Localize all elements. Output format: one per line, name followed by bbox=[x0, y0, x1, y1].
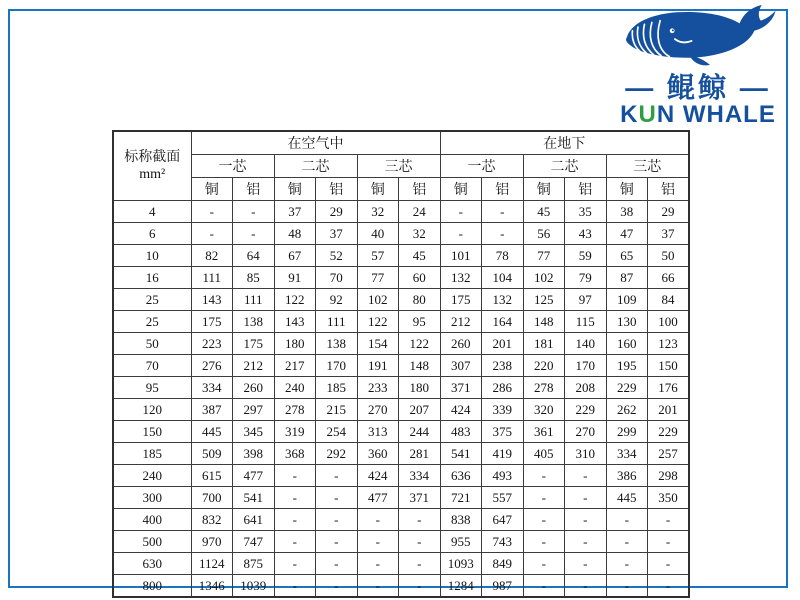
value-cell: 647 bbox=[482, 509, 524, 531]
table-row bbox=[113, 267, 689, 289]
value-cell: 123 bbox=[648, 333, 690, 355]
value-cell: 270 bbox=[357, 399, 399, 421]
value-cell: - bbox=[399, 509, 441, 531]
value-cell: 38 bbox=[606, 201, 648, 223]
value-cell: 557 bbox=[482, 487, 524, 509]
value-cell: 122 bbox=[399, 333, 441, 355]
value-cell: 195 bbox=[606, 355, 648, 377]
value-cell: 641 bbox=[233, 509, 275, 531]
value-cell: 278 bbox=[274, 399, 316, 421]
value-cell: 398 bbox=[233, 443, 275, 465]
value-cell: - bbox=[274, 509, 316, 531]
value-cell: 48 bbox=[274, 223, 316, 245]
value-cell: 260 bbox=[233, 377, 275, 399]
value-cell: 292 bbox=[316, 443, 358, 465]
value-cell: 254 bbox=[316, 421, 358, 443]
value-cell: 276 bbox=[191, 355, 233, 377]
value-cell: 278 bbox=[523, 377, 565, 399]
value-cell: - bbox=[399, 553, 441, 575]
material-header-cell: 铜 bbox=[191, 178, 233, 201]
value-cell: 233 bbox=[357, 377, 399, 399]
value-cell: - bbox=[606, 575, 648, 598]
value-cell: - bbox=[316, 487, 358, 509]
value-cell: 59 bbox=[565, 245, 607, 267]
value-cell: - bbox=[523, 553, 565, 575]
value-cell: 747 bbox=[233, 531, 275, 553]
material-header-cell: 铜 bbox=[440, 178, 482, 201]
core-header-cell: 一芯 bbox=[440, 155, 523, 178]
value-cell: 700 bbox=[191, 487, 233, 509]
value-cell: 350 bbox=[648, 487, 690, 509]
value-cell: 84 bbox=[648, 289, 690, 311]
value-cell: - bbox=[565, 465, 607, 487]
value-cell: - bbox=[274, 531, 316, 553]
value-cell: 270 bbox=[565, 421, 607, 443]
material-header-cell: 铜 bbox=[606, 178, 648, 201]
group-header-row bbox=[113, 131, 689, 155]
value-cell: 207 bbox=[399, 399, 441, 421]
table-row bbox=[113, 355, 689, 377]
value-cell: - bbox=[523, 465, 565, 487]
value-cell: 297 bbox=[233, 399, 275, 421]
value-cell: 361 bbox=[523, 421, 565, 443]
table-row bbox=[113, 421, 689, 443]
value-cell: 405 bbox=[523, 443, 565, 465]
value-cell: 47 bbox=[606, 223, 648, 245]
value-cell: 180 bbox=[274, 333, 316, 355]
size-cell: 185 bbox=[113, 443, 191, 465]
value-cell: 140 bbox=[565, 333, 607, 355]
value-cell: 541 bbox=[233, 487, 275, 509]
value-cell: 1039 bbox=[233, 575, 275, 598]
value-cell: - bbox=[606, 509, 648, 531]
value-cell: 43 bbox=[565, 223, 607, 245]
size-cell: 95 bbox=[113, 377, 191, 399]
core-header-cell: 三芯 bbox=[606, 155, 689, 178]
value-cell: 170 bbox=[316, 355, 358, 377]
value-cell: 368 bbox=[274, 443, 316, 465]
ampacity-table bbox=[112, 130, 690, 598]
value-cell: 307 bbox=[440, 355, 482, 377]
value-cell: 743 bbox=[482, 531, 524, 553]
value-cell: - bbox=[357, 553, 399, 575]
value-cell: 286 bbox=[482, 377, 524, 399]
size-cell: 500 bbox=[113, 531, 191, 553]
value-cell: 77 bbox=[523, 245, 565, 267]
value-cell: - bbox=[648, 553, 690, 575]
size-cell: 25 bbox=[113, 311, 191, 333]
value-cell: 37 bbox=[274, 201, 316, 223]
size-cell: 4 bbox=[113, 201, 191, 223]
material-header-cell: 铝 bbox=[316, 178, 358, 201]
value-cell: 164 bbox=[482, 311, 524, 333]
table-row bbox=[113, 465, 689, 487]
value-cell: - bbox=[565, 575, 607, 598]
value-cell: 170 bbox=[565, 355, 607, 377]
value-cell: 375 bbox=[482, 421, 524, 443]
value-cell: - bbox=[357, 531, 399, 553]
value-cell: - bbox=[523, 487, 565, 509]
value-cell: 92 bbox=[316, 289, 358, 311]
value-cell: - bbox=[565, 531, 607, 553]
table-row bbox=[113, 487, 689, 509]
value-cell: 313 bbox=[357, 421, 399, 443]
value-cell: - bbox=[648, 509, 690, 531]
value-cell: - bbox=[606, 531, 648, 553]
value-cell: 57 bbox=[357, 245, 399, 267]
value-cell: 181 bbox=[523, 333, 565, 355]
value-cell: 371 bbox=[399, 487, 441, 509]
size-cell: 400 bbox=[113, 509, 191, 531]
value-cell: 85 bbox=[233, 267, 275, 289]
value-cell: 223 bbox=[191, 333, 233, 355]
value-cell: - bbox=[191, 201, 233, 223]
table-row bbox=[113, 245, 689, 267]
value-cell: 82 bbox=[191, 245, 233, 267]
corner-header-line1: 标称截面 bbox=[124, 149, 181, 165]
material-header-cell: 铜 bbox=[523, 178, 565, 201]
value-cell: 299 bbox=[606, 421, 648, 443]
value-cell: 334 bbox=[606, 443, 648, 465]
material-header-cell: 铜 bbox=[274, 178, 316, 201]
value-cell: 111 bbox=[191, 267, 233, 289]
value-cell: 238 bbox=[482, 355, 524, 377]
value-cell: 101 bbox=[440, 245, 482, 267]
value-cell: 66 bbox=[648, 267, 690, 289]
value-cell: 175 bbox=[440, 289, 482, 311]
core-header-row bbox=[113, 155, 689, 178]
material-header-cell: 铝 bbox=[399, 178, 441, 201]
size-cell: 16 bbox=[113, 267, 191, 289]
table-row bbox=[113, 443, 689, 465]
value-cell: 143 bbox=[274, 311, 316, 333]
value-cell: 955 bbox=[440, 531, 482, 553]
table-row bbox=[113, 553, 689, 575]
material-header-cell: 铝 bbox=[482, 178, 524, 201]
value-cell: - bbox=[357, 509, 399, 531]
value-cell: 143 bbox=[191, 289, 233, 311]
value-cell: 111 bbox=[316, 311, 358, 333]
value-cell: 387 bbox=[191, 399, 233, 421]
value-cell: 260 bbox=[440, 333, 482, 355]
value-cell: 849 bbox=[482, 553, 524, 575]
value-cell: 201 bbox=[648, 399, 690, 421]
value-cell: 175 bbox=[191, 311, 233, 333]
value-cell: 104 bbox=[482, 267, 524, 289]
value-cell: 115 bbox=[565, 311, 607, 333]
value-cell: 229 bbox=[606, 377, 648, 399]
value-cell: 35 bbox=[565, 201, 607, 223]
table-row bbox=[113, 201, 689, 223]
value-cell: 67 bbox=[274, 245, 316, 267]
value-cell: 132 bbox=[440, 267, 482, 289]
value-cell: - bbox=[482, 201, 524, 223]
value-cell: 130 bbox=[606, 311, 648, 333]
value-cell: 97 bbox=[565, 289, 607, 311]
value-cell: 345 bbox=[233, 421, 275, 443]
value-cell: - bbox=[606, 553, 648, 575]
value-cell: 334 bbox=[399, 465, 441, 487]
value-cell: - bbox=[316, 531, 358, 553]
value-cell: - bbox=[274, 575, 316, 598]
value-cell: 102 bbox=[523, 267, 565, 289]
value-cell: 371 bbox=[440, 377, 482, 399]
value-cell: 310 bbox=[565, 443, 607, 465]
size-cell: 25 bbox=[113, 289, 191, 311]
value-cell: 298 bbox=[648, 465, 690, 487]
logo-english-name bbox=[606, 102, 790, 127]
value-cell: 229 bbox=[648, 421, 690, 443]
value-cell: 220 bbox=[523, 355, 565, 377]
value-cell: - bbox=[316, 575, 358, 598]
value-cell: 37 bbox=[648, 223, 690, 245]
material-header-cell: 铝 bbox=[648, 178, 690, 201]
group-header-underground: 在地下 bbox=[440, 131, 689, 155]
size-cell: 10 bbox=[113, 245, 191, 267]
value-cell: 80 bbox=[399, 289, 441, 311]
value-cell: 541 bbox=[440, 443, 482, 465]
value-cell: 1124 bbox=[191, 553, 233, 575]
size-cell: 120 bbox=[113, 399, 191, 421]
size-cell: 50 bbox=[113, 333, 191, 355]
value-cell: 32 bbox=[357, 201, 399, 223]
value-cell: 208 bbox=[565, 377, 607, 399]
value-cell: 102 bbox=[357, 289, 399, 311]
value-cell: 240 bbox=[274, 377, 316, 399]
value-cell: - bbox=[482, 223, 524, 245]
material-header-cell: 铝 bbox=[565, 178, 607, 201]
value-cell: 262 bbox=[606, 399, 648, 421]
value-cell: 154 bbox=[357, 333, 399, 355]
value-cell: 148 bbox=[399, 355, 441, 377]
value-cell: 32 bbox=[399, 223, 441, 245]
value-cell: 360 bbox=[357, 443, 399, 465]
value-cell: 320 bbox=[523, 399, 565, 421]
value-cell: - bbox=[523, 575, 565, 598]
value-cell: 217 bbox=[274, 355, 316, 377]
value-cell: 100 bbox=[648, 311, 690, 333]
value-cell: 64 bbox=[233, 245, 275, 267]
value-cell: 150 bbox=[648, 355, 690, 377]
value-cell: 615 bbox=[191, 465, 233, 487]
value-cell: 493 bbox=[482, 465, 524, 487]
value-cell: 24 bbox=[399, 201, 441, 223]
value-cell: 636 bbox=[440, 465, 482, 487]
value-cell: 95 bbox=[399, 311, 441, 333]
value-cell: 1093 bbox=[440, 553, 482, 575]
material-header-cell: 铝 bbox=[233, 178, 275, 201]
value-cell: 148 bbox=[523, 311, 565, 333]
value-cell: - bbox=[191, 223, 233, 245]
value-cell: 122 bbox=[274, 289, 316, 311]
value-cell: - bbox=[440, 201, 482, 223]
value-cell: 37 bbox=[316, 223, 358, 245]
value-cell: 477 bbox=[233, 465, 275, 487]
value-cell: - bbox=[233, 223, 275, 245]
table-row bbox=[113, 399, 689, 421]
value-cell: 160 bbox=[606, 333, 648, 355]
table-row bbox=[113, 509, 689, 531]
value-cell: 87 bbox=[606, 267, 648, 289]
value-cell: 445 bbox=[606, 487, 648, 509]
size-cell: 300 bbox=[113, 487, 191, 509]
value-cell: - bbox=[523, 531, 565, 553]
table-row bbox=[113, 223, 689, 245]
value-cell: - bbox=[316, 553, 358, 575]
value-cell: 244 bbox=[399, 421, 441, 443]
value-cell: - bbox=[316, 509, 358, 531]
table-row bbox=[113, 333, 689, 355]
value-cell: 45 bbox=[399, 245, 441, 267]
value-cell: 424 bbox=[357, 465, 399, 487]
value-cell: - bbox=[274, 553, 316, 575]
table-row bbox=[113, 289, 689, 311]
value-cell: - bbox=[357, 575, 399, 598]
table-row bbox=[113, 311, 689, 333]
size-cell: 70 bbox=[113, 355, 191, 377]
value-cell: - bbox=[274, 465, 316, 487]
logo-letter-k: K bbox=[620, 101, 639, 128]
core-header-cell: 一芯 bbox=[191, 155, 274, 178]
value-cell: 875 bbox=[233, 553, 275, 575]
size-cell: 6 bbox=[113, 223, 191, 245]
material-header-row bbox=[113, 178, 689, 201]
value-cell: 175 bbox=[233, 333, 275, 355]
corner-header bbox=[113, 131, 191, 201]
value-cell: 125 bbox=[523, 289, 565, 311]
value-cell: 721 bbox=[440, 487, 482, 509]
whale-icon bbox=[619, 4, 777, 76]
size-cell: 240 bbox=[113, 465, 191, 487]
value-cell: 29 bbox=[316, 201, 358, 223]
value-cell: - bbox=[648, 575, 690, 598]
value-cell: 180 bbox=[399, 377, 441, 399]
logo-letters-rest: N WHALE bbox=[656, 101, 776, 128]
value-cell: 838 bbox=[440, 509, 482, 531]
value-cell: - bbox=[565, 553, 607, 575]
value-cell: 212 bbox=[233, 355, 275, 377]
value-cell: 229 bbox=[565, 399, 607, 421]
table-body bbox=[113, 201, 689, 598]
value-cell: 132 bbox=[482, 289, 524, 311]
value-cell: - bbox=[399, 575, 441, 598]
value-cell: 970 bbox=[191, 531, 233, 553]
value-cell: 215 bbox=[316, 399, 358, 421]
value-cell: 176 bbox=[648, 377, 690, 399]
table-row bbox=[113, 531, 689, 553]
value-cell: 212 bbox=[440, 311, 482, 333]
material-header-cell: 铜 bbox=[357, 178, 399, 201]
core-header-cell: 三芯 bbox=[357, 155, 440, 178]
value-cell: 45 bbox=[523, 201, 565, 223]
value-cell: 40 bbox=[357, 223, 399, 245]
value-cell: - bbox=[316, 465, 358, 487]
value-cell: 1346 bbox=[191, 575, 233, 598]
size-cell: 800 bbox=[113, 575, 191, 598]
value-cell: 386 bbox=[606, 465, 648, 487]
table-row bbox=[113, 575, 689, 598]
value-cell: 201 bbox=[482, 333, 524, 355]
value-cell: 477 bbox=[357, 487, 399, 509]
value-cell: 191 bbox=[357, 355, 399, 377]
value-cell: 419 bbox=[482, 443, 524, 465]
value-cell: - bbox=[565, 509, 607, 531]
size-cell: 150 bbox=[113, 421, 191, 443]
value-cell: 339 bbox=[482, 399, 524, 421]
value-cell: 65 bbox=[606, 245, 648, 267]
logo-letter-u: U bbox=[638, 101, 657, 128]
value-cell: 424 bbox=[440, 399, 482, 421]
core-header-cell: 二芯 bbox=[274, 155, 357, 178]
value-cell: 91 bbox=[274, 267, 316, 289]
value-cell: - bbox=[399, 531, 441, 553]
value-cell: 257 bbox=[648, 443, 690, 465]
value-cell: - bbox=[233, 201, 275, 223]
size-cell: 630 bbox=[113, 553, 191, 575]
value-cell: 1284 bbox=[440, 575, 482, 598]
value-cell: - bbox=[648, 531, 690, 553]
value-cell: 109 bbox=[606, 289, 648, 311]
value-cell: 185 bbox=[316, 377, 358, 399]
value-cell: 987 bbox=[482, 575, 524, 598]
value-cell: 319 bbox=[274, 421, 316, 443]
value-cell: 122 bbox=[357, 311, 399, 333]
value-cell: 52 bbox=[316, 245, 358, 267]
corner-header-line2: mm² bbox=[139, 167, 166, 182]
value-cell: - bbox=[565, 487, 607, 509]
value-cell: 281 bbox=[399, 443, 441, 465]
value-cell: 50 bbox=[648, 245, 690, 267]
value-cell: - bbox=[523, 509, 565, 531]
group-header-air: 在空气中 bbox=[191, 131, 440, 155]
value-cell: 138 bbox=[233, 311, 275, 333]
kun-whale-logo bbox=[606, 4, 790, 127]
value-cell: 483 bbox=[440, 421, 482, 443]
value-cell: - bbox=[440, 223, 482, 245]
value-cell: 77 bbox=[357, 267, 399, 289]
core-header-cell: 二芯 bbox=[523, 155, 606, 178]
value-cell: 445 bbox=[191, 421, 233, 443]
value-cell: 70 bbox=[316, 267, 358, 289]
value-cell: 509 bbox=[191, 443, 233, 465]
value-cell: 56 bbox=[523, 223, 565, 245]
value-cell: 334 bbox=[191, 377, 233, 399]
table-row bbox=[113, 377, 689, 399]
value-cell: 111 bbox=[233, 289, 275, 311]
value-cell: 60 bbox=[399, 267, 441, 289]
value-cell: 79 bbox=[565, 267, 607, 289]
value-cell: 29 bbox=[648, 201, 690, 223]
value-cell: 832 bbox=[191, 509, 233, 531]
logo-chinese-name: — 鲲鲸 — bbox=[625, 72, 771, 103]
value-cell: 138 bbox=[316, 333, 358, 355]
value-cell: 78 bbox=[482, 245, 524, 267]
value-cell: - bbox=[274, 487, 316, 509]
